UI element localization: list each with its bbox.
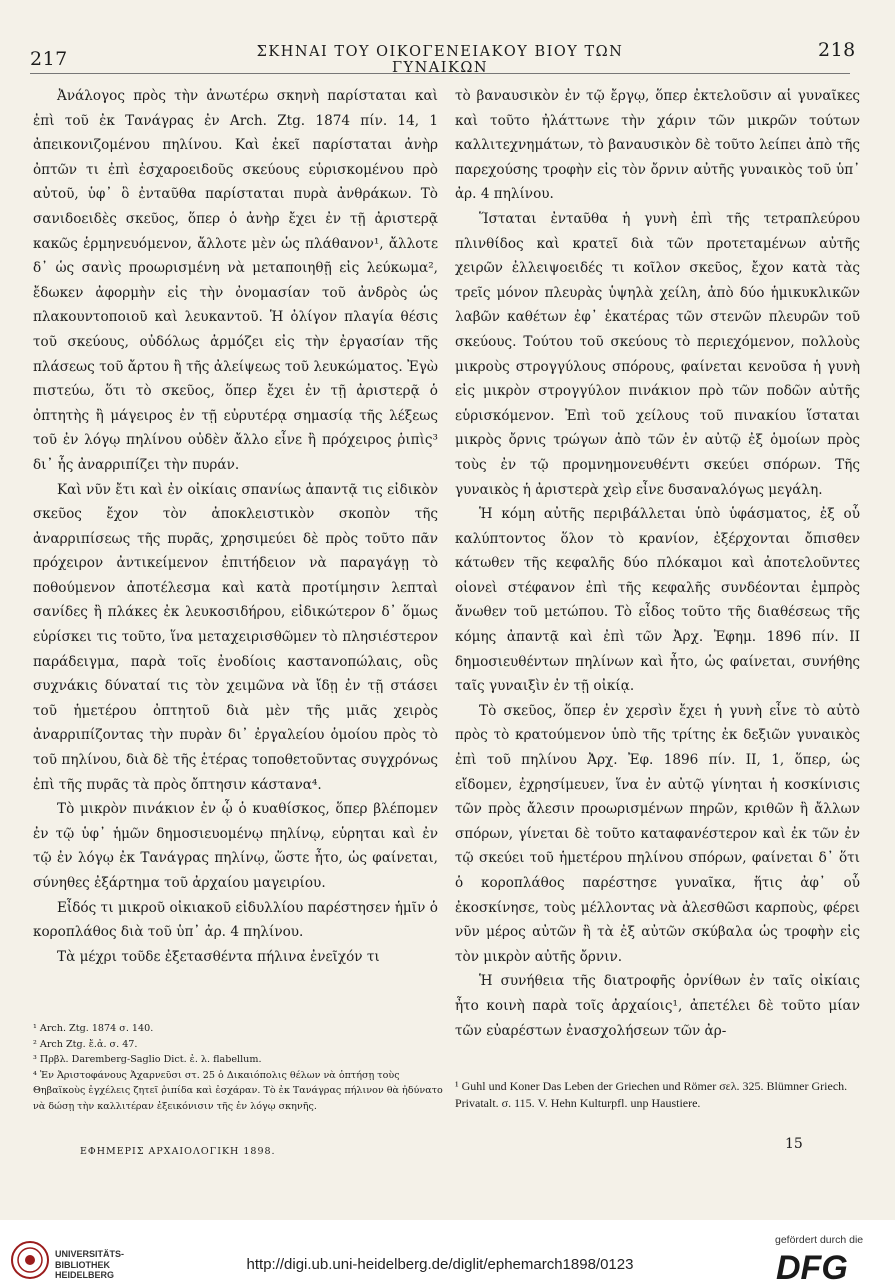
header-rule	[30, 73, 850, 74]
page-number-right: 218	[818, 39, 856, 61]
page-number-left: 217	[30, 48, 68, 70]
right-paragraph: Ἡ συνήθεια τῆς διατροφῆς ὀρνίθων ἐν ταῖς οἰκίαις ἦτο κοινὴ παρὰ τοῖς ἀρχαίοις¹, ἀπετέλει δὲ τοῦτο μίαν τῶν εὐαρέστων ἐνασχολήσεων τῶν ἀρ-	[455, 973, 860, 1039]
footnote: ¹ Arch. Ztg. 1874 σ. 140.	[33, 1023, 154, 1034]
library-name-line: BIBLIOTHEK	[55, 1259, 110, 1270]
page-header	[0, 36, 895, 76]
right-paragraph: τὸ βαναυσικὸν ἐν τῷ ἔργῳ, ὅπερ ἐκτελοῦσιν αἱ γυναῖκες καὶ τοῦτο ἠλάττωνε τὴν χάριν τῶν μικρῶν τούτων καλλιτεχνημάτων, τὸ βαναυσικὸν δὲ τοῦτο λείπει ἀπὸ τῆς παρεχούσης τροφὴν εἰς τὸν ὄρνιν αὐτῆς γυναικὸς τοῦ ὑπ᾽ ἀρ. 4 πηλίνου.	[455, 88, 860, 203]
footnote: ² Arch Ztg. ἔ.ἀ. σ. 47.	[33, 1038, 138, 1050]
university-seal-icon	[10, 1240, 50, 1280]
left-paragraph: Ἀνάλογος πρὸς τὴν ἀνωτέρω σκηνὴ παρίσταται καὶ ἐπὶ τοῦ ἐκ Τανάγρας ἐν Arch. Ztg. 1874 πίν. 14, 1 ἀπεικονιζομένου πηλίνου. Καὶ ἐκεῖ παρίσταται ἀνὴρ ὀπτῶν τι ἐπὶ ἐσχαροειδοῦς σκεύους εὑρισκομένου πρὸ αὐτοῦ, ὑφ᾽ ὃ ἐνταῦθα παρίσταται πυρὰ ἀνθράκων. Τὸ σανιδοειδὲς σκεῦος, ὅπερ ὁ ἀνὴρ ἔχει ἐν τῇ ἀριστερᾷ κακῶς ἑρμηνευόμενον, ἄλλοτε μὲν ὡς πλάθανον¹, ἄλλοτε δ᾽ ὡς σανὶς προωρισμένη νὰ μεταποιηθῇ εἰς λεύκωμα², ἔδωκεν ἀφορμὴν εἰς τὴν ὀνομασίαν τοῦ ἀνδρὸς ὡς πλακουντοποιοῦ καὶ λευκαντοῦ. Ἡ ὀλίγον πλαγία θέσις τοῦ σκεύους, οὐδόλως ἁρμόζει εἰς τὴν ἐργασίαν τῆς πλάσεως τοῦ ἄρτου ἢ τῆς ἀλείψεως τοῦ λευκώματος. Ἐγὼ πιστεύω, ὅτι τὸ σκεῦος, ὅπερ ἔχει ἐν τῇ ἀριστερᾷ ὁ ὀπτητὴς ἢ μάγειρος ἐν τῇ εὐρυτέρᾳ σημασίᾳ τῆς λέξεως τοῦ ἐν λόγῳ πηλίνου οὐδὲν ἄλλο εἶνε ἢ πρόχειρος ῥιπὶς³ δι᾽ ἧς ἀναρριπίζει τὴν πυράν.	[33, 88, 438, 473]
printer-signature: ΕΦΗΜΕΡΙΣ ΑΡΧΑΙΟΛΟΓΙΚΗ 1898.	[80, 1146, 276, 1157]
left-paragraph: Τὸ μικρὸν πινάκιον ἐν ᾧ ὁ κυαθίσκος, ὅπερ βλέπομεν ἐν τῷ ὑφ᾽ ἡμῶν δημοσιευομένῳ πηλίνῳ, εὑρηται καὶ ἐν τῷ ἐν λόγῳ ἐκ Τανάγρας πηλίνῳ, ὥστε ἦτο, ὡς φαίνεται, σύνηθες ἐξάρτημα τοῦ ἀρχαίου μαγειρίου.	[33, 801, 438, 891]
right-column	[455, 84, 860, 1043]
footnote: ³ Πρβλ. Daremberg-Saglio Dict. ἐ. λ. flabellum.	[33, 1054, 262, 1065]
right-paragraph: Ἵσταται ἐνταῦθα ἡ γυνὴ ἐπὶ τῆς τετραπλεύρου πλινθίδος καὶ κρατεῖ διὰ τῶν προτεταμένων αὐτῆς χειρῶν ἐλλειψοειδές τι κοῖλον σκεῦος, ἔχον κατὰ τὰς τρεῖς μόνον πλευρὰς ὑψηλὰ χείλη, ἀπὸ δύο ἡμικυκλικῶν λαβῶν καθέτων ἐφ᾽ ἑκατέρας τῶν στενῶν πλευρῶν τοῦ σκεύους. Τούτου τοῦ σκεύους τὸ περιεχόμενον, πολλοὺς μικροὺς στρογγύλους σπόρους, φαίνεται κενοῦσα ἡ γυνὴ εἰς μικρὸν στρογγύλον πινάκιον πρὸ τῶν ποδῶν αὐτῆς εὑρισκόμενον. Ἐπὶ τοῦ χείλους τοῦ πινακίου ἵσταται μικρὸς ὄρνις τρώγων ἀπὸ τῶν ἐν αὐτῷ ἐξ ὁμοίων πρὸς τοὺς ἐν τῷ προμνημονευθέντι σκεύει σπόρων. Τῆς γυναικὸς ἡ ἀριστερὰ χεὶρ εἶνε δυσαναλόγως μεγάλη.	[455, 210, 860, 498]
permalink-url[interactable]: http://digi.ub.uni-heidelberg.de/diglit/ephemarch1898/0123	[246, 1256, 634, 1273]
sheet-signature-number: 15	[785, 1136, 803, 1152]
dfg-logo	[776, 1250, 856, 1284]
dfg-logo-text: DFG	[776, 1250, 848, 1284]
footnote: ¹ Guhl und Koner Das Leben der Griechen und Römer σελ. 325. Blümner Griech. Privatalt. σ. 115. V. Hehn Kulturpfl. unp Haustiere.	[455, 1079, 848, 1110]
footnotes-left	[33, 1021, 443, 1114]
footnotes-right	[455, 1078, 865, 1112]
left-column	[33, 84, 438, 969]
right-paragraph: Τὸ σκεῦος, ὅπερ ἐν χερσὶν ἔχει ἡ γυνὴ εἶνε τὸ αὐτὸ πρὸς τὸ κρατούμενον ὑπὸ τῆς τρίτης ἐκ δεξιῶν γυναικὸς ἐπὶ τοῦ πηλίνου Ἀρχ. Ἐφ. 1896 πίν. ΙΙ, 1, ὅπερ, ὡς εἴδομεν, ἐχρησίμευεν, ἵνα ἐν αὐτῷ γίνηται ἡ κοσκίνισις τῶν πρὸς ἄλεσιν προωρισμένων πηρῶν, κριθῶν ἢ ἄλλων σπόρων, γίνεται δὲ τοῦτο καταφανέστερον καὶ ἐκ τῶν ἐν τῷ σκεύει τοῦ ἡμετέρου πηλίνου σπόρων, φαίνεται δ᾽ ὅτι ὁ κοροπλάθος παρέστησε γυναῖκα, ἥτις ἀφ᾽ οὗ ἐκοσκίνησε, τοὺς μέλλοντας νὰ ἀλεσθῶσι καρποὺς, φέρει νῦν μέρος αὐτῶν ἢ τὰ ἐξ αὐτῶν σκύβαλα ὡς τροφὴν εἰς τὸν μικρὸν αὐτῆς ὄρνιν.	[455, 702, 860, 965]
right-paragraph: Ἡ κόμη αὐτῆς περιβάλλεται ὑπὸ ὑφάσματος, ἐξ οὗ καλύπτοντος ὅλον τὸ κρανίον, ἐξέρχονται ὄπισθεν κάτωθεν τῆς κεφαλῆς δύο πλόκαμοι καὶ ἀποτελοῦντες οἱονεὶ στέφανον ἐπὶ τῆς κεφαλῆς συνδέονται ἐμπρὸς ἄνωθεν τοῦ μετώπου. Τὸ εἶδος τοῦτο τῆς διαθέσεως τῆς κόμης ἀπαντᾷ καὶ ἐπὶ τῶν Ἀρχ. Ἐφημ. 1896 πίν. ΙΙ δημοσιευθέντων πηλίνων καὶ ἦτο, ὡς φαίνεται, συνήθης ταῖς γυναιξὶν ἐν τῇ οἰκίᾳ.	[455, 506, 860, 695]
funded-by-label: gefördert durch die	[775, 1234, 864, 1246]
left-paragraph: Τὰ μέχρι τοῦδε ἐξετασθέντα πήλινα ἐνεῖχόν τι	[57, 948, 380, 965]
library-name-line: HEIDELBERG	[55, 1270, 115, 1280]
library-name	[55, 1249, 124, 1281]
library-name-line: UNIVERSITÄTS-	[55, 1249, 125, 1259]
left-paragraph: Εἶδός τι μικροῦ οἰκιακοῦ εἰδυλλίου παρέστησεν ἡμῖν ὁ κοροπλάθος διὰ τοῦ ὑπ᾽ ἀρ. 4 πηλίνου.	[33, 899, 438, 941]
running-title: ΣΚΗΝΑΙ ΤΟΥ ΟΙΚΟΓΕΝΕΙΑΚΟΥ ΒΙΟΥ ΤΩΝ ΓΥΝΑΙΚΩΝ	[256, 44, 624, 76]
viewer-footer	[0, 1220, 895, 1285]
left-paragraph: Καὶ νῦν ἔτι καὶ ἐν οἰκίαις σπανίως ἀπαντᾷ τις εἰδικὸν σκεῦος ἔχον τὸν ἀποκλειστικὸν σκοπὸν τῆς ἀναρριπίσεως τῆς πυρᾶς, χρησιμεύει δὲ πρὸς τοῦτο πᾶν πρόχειρον ἀντικείμενον ἐπιτήδειον νὰ παραγάγῃ τὸ ποθούμενον ἀποτέλεσμα καὶ κατὰ προτίμησιν λεπταὶ σανίδες ἢ πλάκες ἐκ λευκοσιδήρου, εἰδικώτερον δ᾽ ὅμως εὑρίσκει τις τοῦτο, ἵνα μεταχειρισθῶμεν τὸ πλησιέστερον παράδειγμα, παρὰ τοῖς ἐνοδίοις καστανοπώλαις, οὓς συχνάκις δύναταί τις τὸν χειμῶνα νὰ ἴδῃ ἐν τῇ στάσει τοῦ ἡμετέρου ὀπτητοῦ διὰ μὲν τῆς μιᾶς χειρὸς ἀναρριπίζοντας τὴν πυρὰν δι᾽ ἐργαλείου ὁμοίου πρὸς τὸ τοῦ πηλίνου, διὰ δὲ τῆς ἑτέρας τοποθετοῦντας συγχρόνως ἐπὶ τῆς πυρᾶς τὰ πρὸς ὄπτησιν κάστανα⁴.	[33, 481, 438, 793]
footnote: ⁴ Ἐν Ἀριστοφάνους Ἀχαρνεῦσι στ. 25 ὁ Δικαιόπολις θέλων νὰ ὀπτήσῃ τοὺς Θηβαϊκοὺς ἐγχέλεις ζητεῖ ῥιπίδα καὶ ἐσχάραν. Τὸ ἐκ Τανάγρας πήλινον θὰ ἠδύνατο νὰ δώσῃ τὴν καλλιτέραν ἐξεικόνισιν τῆς ἐν λόγῳ σκηνῆς.	[33, 1069, 443, 1112]
